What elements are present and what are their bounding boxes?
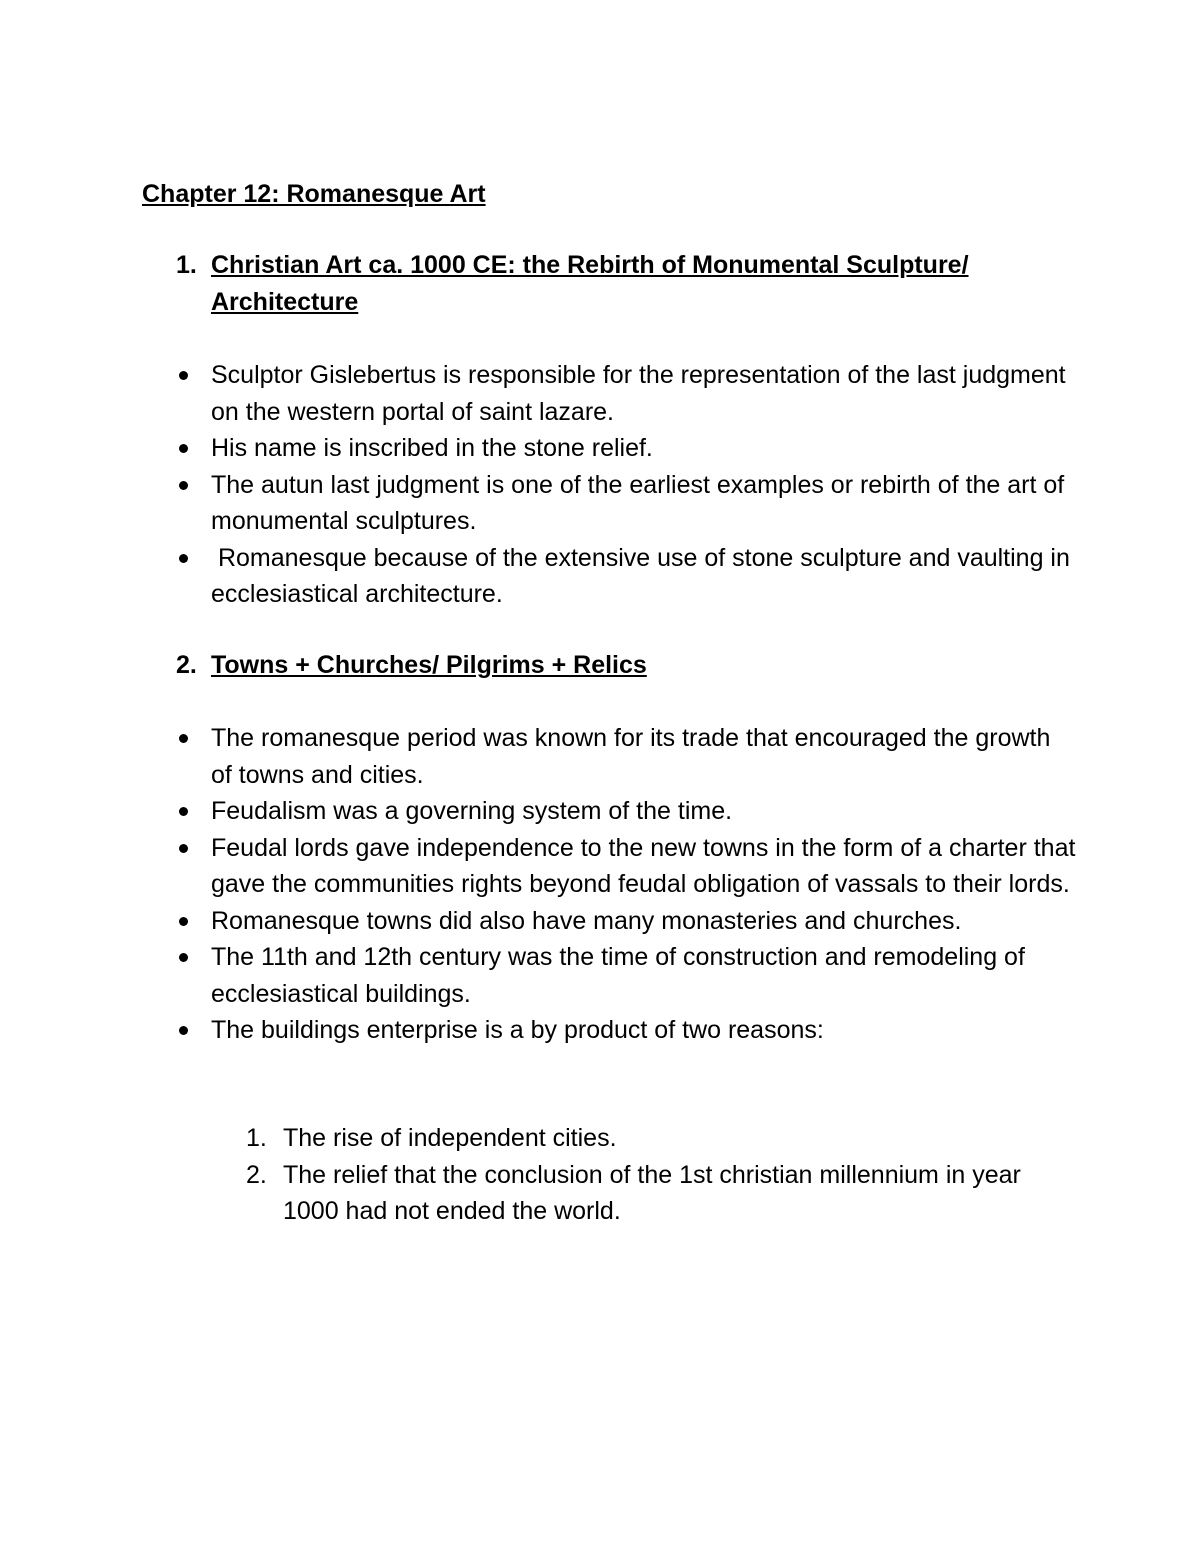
page-title: Chapter 12: Romanesque Art bbox=[142, 180, 486, 208]
section-2-heading-text: Towns + Churches/ Pilgrims + Relics bbox=[211, 651, 647, 679]
sub-item-text: The relief that the conclusion of the 1st christian millennium in year 1000 had not ended the world. bbox=[283, 1160, 1021, 1225]
list-item bbox=[176, 357, 1076, 430]
bullet-text: Sculptor Gislebertus is responsible for the representation of the last judgment on the western portal of saint lazare. bbox=[211, 361, 1066, 426]
bullet-text: His name is inscribed in the stone relief. bbox=[211, 434, 653, 462]
bullet-text: Feudalism was a governing system of the time. bbox=[211, 797, 733, 825]
list-item bbox=[176, 793, 1076, 830]
list-item bbox=[176, 467, 1076, 540]
section-2-heading bbox=[176, 647, 1076, 684]
bullet-dot-icon bbox=[179, 554, 188, 563]
bullet-dot-icon bbox=[179, 1026, 188, 1035]
list-item bbox=[176, 1012, 1076, 1049]
list-item bbox=[176, 430, 1076, 467]
section-1-heading bbox=[176, 247, 1076, 321]
sub-item-number: 1. bbox=[246, 1124, 267, 1152]
bullet-dot-icon bbox=[179, 917, 188, 926]
bullet-text: Romanesque because of the extensive use of stone sculpture and vaulting in ecclesiastical architecture. bbox=[211, 543, 1077, 608]
sub-item-text: The rise of independent cities. bbox=[283, 1124, 617, 1152]
sub-item-number: 2. bbox=[246, 1160, 267, 1189]
bullet-dot-icon bbox=[179, 807, 188, 816]
section-1-bullet-list bbox=[176, 357, 1076, 613]
list-item bbox=[176, 939, 1076, 1012]
bullet-text: Feudal lords gave independence to the new towns in the form of a charter that gave the communities rights beyond feudal obligation of vassals to their lords. bbox=[211, 833, 1076, 898]
bullet-dot-icon bbox=[179, 481, 188, 490]
bullet-dot-icon bbox=[179, 371, 188, 380]
bullet-text: The 11th and 12th century was the time of construction and remodeling of ecclesiastical buildings. bbox=[211, 943, 1025, 1008]
bullet-dot-icon bbox=[179, 844, 188, 853]
list-item bbox=[176, 830, 1076, 903]
bullet-dot-icon bbox=[179, 444, 188, 453]
list-item bbox=[176, 720, 1076, 793]
list-item bbox=[246, 1157, 1076, 1230]
bullet-dot-icon bbox=[179, 953, 188, 962]
bullet-text: The romanesque period was known for its trade that encouraged the growth of towns and cities. bbox=[211, 724, 1051, 789]
section-2-sub-list bbox=[246, 1120, 1076, 1230]
list-item bbox=[176, 540, 1076, 613]
list-item bbox=[176, 903, 1076, 940]
section-1-heading-text: Christian Art ca. 1000 CE: the Rebirth of Monumental Sculpture/ Architecture bbox=[211, 251, 969, 316]
section-1-number: 1. bbox=[176, 251, 197, 279]
bullet-text: The buildings enterprise is a by product of two reasons: bbox=[211, 1016, 824, 1044]
bullet-text: The autun last judgment is one of the earliest examples or rebirth of the art of monumental sculptures. bbox=[211, 470, 1065, 535]
bullet-text: Romanesque towns did also have many monasteries and churches. bbox=[211, 906, 962, 935]
list-item bbox=[246, 1120, 1076, 1157]
bullet-dot-icon bbox=[179, 734, 188, 743]
section-2-number: 2. bbox=[176, 651, 197, 679]
section-2-bullet-list bbox=[176, 720, 1076, 1049]
